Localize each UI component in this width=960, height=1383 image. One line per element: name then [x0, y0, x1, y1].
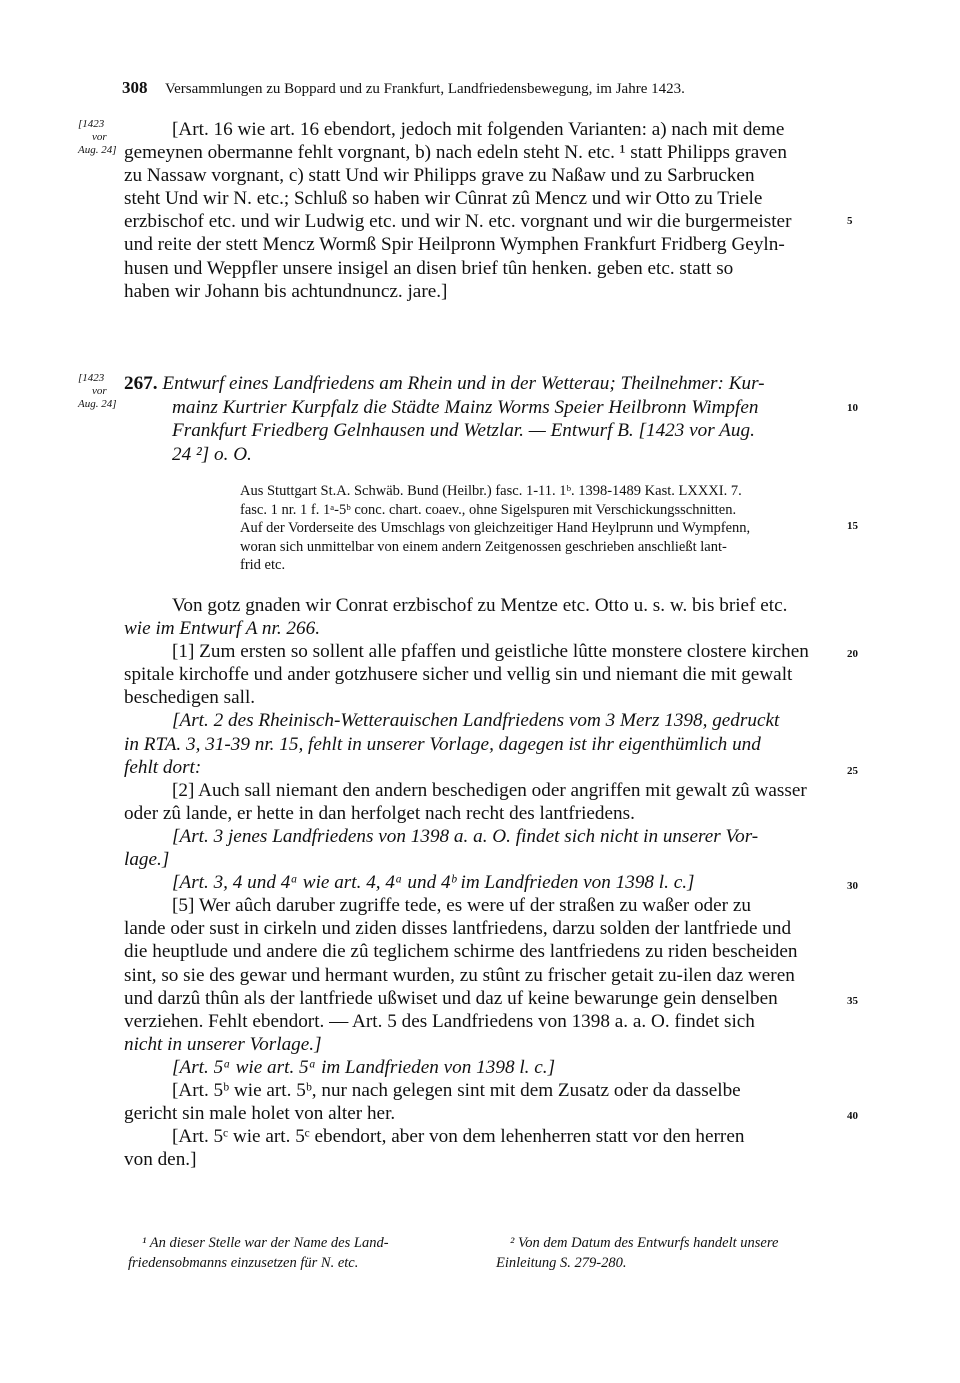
text-line: [Art. 3 jenes Landfriedens von 1398 a. a. O. findet sich nicht in unserer Vor-: [172, 825, 759, 847]
text-line: [Art. 5ᵃ wie art. 5ᵃ im Landfrieden von 1398 l. c.]: [172, 1056, 556, 1078]
text-line: von den.]: [124, 1149, 197, 1171]
text-line: verziehen. Fehlt ebendort. — Art. 5 des Landfriedens von 1398 a. a. O. findet sich: [124, 1010, 755, 1032]
text-line: [1] Zum ersten so sollent alle pfaffen und geistliche lûtte monstere clostere kirchen: [172, 641, 809, 663]
text-line: lage.]: [124, 849, 170, 871]
margin-note-line: vor: [92, 385, 107, 397]
text-line: beschedigen sall.: [124, 687, 256, 709]
line-number: 35: [847, 995, 858, 1007]
text-line: haben wir Johann bis achtundnuncz. jare.]: [124, 280, 448, 302]
source-note: [240, 482, 838, 575]
source-line: Auf der Vorderseite des Umschlags von gleichzeitiger Hand Heylprunn und Wympfenn,: [240, 520, 751, 536]
title-line: Entwurf eines Landfriedens am Rhein und in der Wetterau; Theilnehmer: Kur-: [162, 373, 765, 394]
footnote: [496, 1234, 840, 1273]
footnote-line: Einleitung S. 279-280.: [496, 1254, 627, 1271]
title-line: mainz Kurtrier Kurpfalz die Städte Mainz Worms Speier Heilbronn Wimpfen: [172, 396, 759, 418]
paragraph: [124, 871, 838, 894]
source-line: woran sich unmittelbar von einem andern Zeitgenossen geschrieben anschließt lant-: [240, 538, 727, 555]
footnote-line: ¹ An dieser Stelle war der Name des Land-: [142, 1235, 389, 1251]
document-number: 267.: [124, 373, 158, 394]
title-line: 24 ²] o. O.: [172, 443, 252, 465]
text-line: nicht in unserer Vorlage.]: [124, 1033, 322, 1055]
text-line: husen und Weppfler unsere insigel an disen brief tûn henken. geben etc. statt so: [124, 257, 734, 279]
source-line: frid etc.: [240, 557, 286, 573]
text-line: erzbischof etc. und wir Ludwig etc. und wir N. etc. vorgnant und wir die burgermeister: [124, 211, 792, 233]
source-line: fasc. 1 nr. 1 f. 1ᵃ-5ᵇ conc. chart. coaev., ohne Sigelspuren mit Verschickungsschnitten.: [240, 501, 737, 518]
text-line: [Art. 16 wie art. 16 ebendort, jedoch mit folgenden Varianten: a) nach mit deme: [172, 119, 785, 140]
text-line: die heuptlude und andere die zû teglichem schirme des lantfriedens zu riden bescheiden: [124, 941, 798, 963]
margin-note-line: Aug. 24]: [78, 398, 117, 410]
paragraph: [124, 1125, 838, 1171]
document-title: [124, 372, 838, 466]
text-line: zu Nassaw vorgnant, c) statt Und wir Philipps grave zu Naßaw und zu Sarbrucken: [124, 165, 755, 187]
text-line: [5] Wer aûch daruber zugriffe tede, es were uf der straßen zu waßer oder zu: [172, 895, 751, 917]
paragraph: [124, 894, 838, 1056]
line-number: 10: [847, 402, 858, 414]
text-line: in RTA. 3, 31-39 nr. 15, fehlt in unserer Vorlage, dagegen ist ihr eigenthümlich und: [124, 733, 761, 755]
line-number: 5: [847, 215, 853, 227]
footnote-line: ² Von dem Datum des Entwurfs handelt unsere: [510, 1235, 779, 1251]
paragraph: [124, 1056, 838, 1079]
paragraph: [124, 709, 838, 778]
page-header: [122, 78, 842, 98]
line-number: 25: [847, 765, 858, 777]
line-number: 40: [847, 1110, 858, 1122]
text-line: lande oder sust in cirkeln und ziden disses lantfriedens, darzu solden der lantfriede und: [124, 918, 792, 940]
paragraph: [124, 1079, 838, 1125]
main-text: [124, 594, 838, 1171]
footnote: [128, 1234, 482, 1273]
line-number: 20: [847, 648, 858, 660]
footnote-line: friedensobmanns einzusetzen für N. etc.: [128, 1254, 359, 1271]
margin-note-line: Aug. 24]: [78, 144, 117, 156]
running-title: Versammlungen zu Boppard und zu Frankfurt, Landfriedensbewegung, im Jahre 1423.: [164, 81, 685, 97]
margin-note-line: vor: [92, 131, 107, 143]
page-number: 308: [122, 78, 148, 97]
margin-date-note: [78, 372, 122, 411]
line-number: 30: [847, 880, 858, 892]
source-line: Aus Stuttgart St.A. Schwäb. Bund (Heilbr.) fasc. 1-11. 1ᵇ. 1398-1489 Kast. LXXXI. 7.: [240, 483, 742, 499]
text-line: fehlt dort:: [124, 756, 202, 778]
text-line: und reite der stett Mencz Wormß Spir Heilpronn Wymphen Frankfurt Fridberg Geyln-: [124, 234, 785, 256]
text-line: spitale kirchoffe und ander gotzhusere sicher und vellig sin und niemant die mit gewalt: [124, 664, 793, 686]
text-line: wie im Entwurf A nr. 266.: [124, 618, 320, 640]
margin-note-line: [1423: [78, 372, 105, 384]
paragraph: [124, 594, 838, 640]
paragraph: [124, 640, 838, 709]
text-line: oder zû lande, er hette in dan herfolget nach recht des lantfriedens.: [124, 802, 635, 824]
text-line: [Art. 5ᶜ wie art. 5ᶜ ebendort, aber von dem lehenherren statt vor den herren: [172, 1126, 745, 1148]
text-line: steht Und wir N. etc.; Schluß so haben wir Cûnrat zû Mencz und wir Otto zu Triele: [124, 188, 763, 210]
text-line: [Art. 5ᵇ wie art. 5ᵇ, nur nach gelegen sint mit dem Zusatz oder da dasselbe: [172, 1079, 741, 1101]
text-line: gemeynen obermanne fehlt vorgnant, b) nach edeln steht N. etc. ¹ statt Philipps graven: [124, 142, 787, 164]
text-line: [Art. 3, 4 und 4ᵃ wie art. 4, 4ᵃ und 4ᵇ im Landfrieden von 1398 l. c.]: [172, 872, 695, 894]
text-line: sint, so sie des gewar und hermant wurden, zu stûnt zu frischer getait zu-ilen daz weren: [124, 964, 795, 986]
title-line: Frankfurt Friedberg Gelnhausen und Wetzlar. — Entwurf B. [1423 vor Aug.: [172, 420, 755, 441]
line-number: 15: [847, 520, 858, 532]
text-line: [2] Auch sall niemant den andern beschedigen oder angriffen mit gewalt zû wasser: [172, 779, 807, 801]
text-line: [Art. 2 des Rheinisch-Wetterauischen Landfriedens vom 3 Merz 1398, gedruckt: [172, 710, 780, 732]
margin-date-note: [78, 118, 122, 157]
margin-note-line: [1423: [78, 118, 105, 130]
text-line: Von gotz gnaden wir Conrat erzbischof zu Mentze etc. Otto u. s. w. bis brief etc.: [172, 595, 788, 616]
intro-paragraph: [124, 118, 838, 303]
text-line: und darzû thûn als der lantfriede ußwiset und daz uf keine bewarunge gein denselben: [124, 987, 778, 1009]
paragraph: [124, 825, 838, 871]
paragraph: [124, 779, 838, 825]
text-line: gericht sin male holet von alter her.: [124, 1103, 396, 1125]
